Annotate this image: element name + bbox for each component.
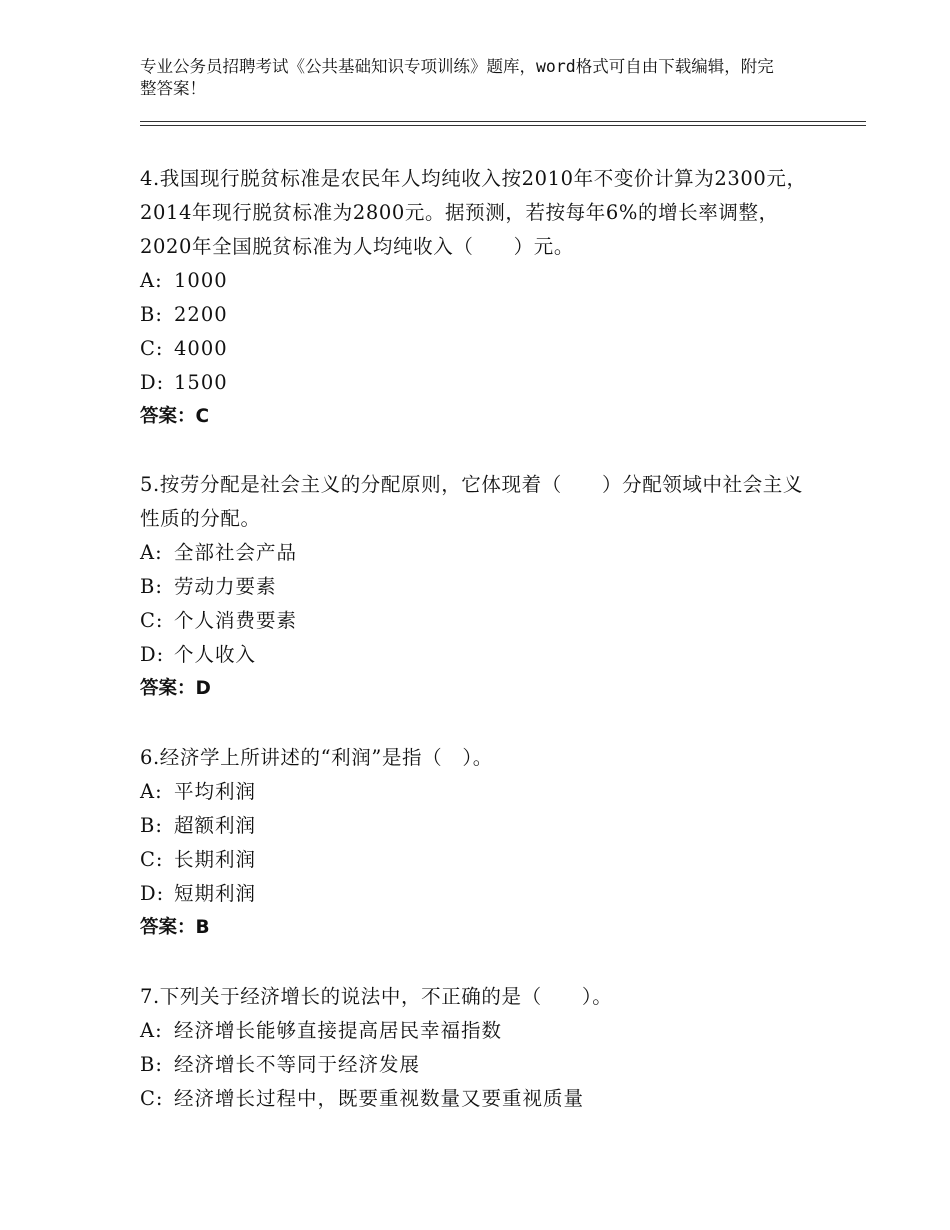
option-a: [140, 775, 820, 809]
question-5: [140, 468, 820, 706]
option-letter: C:: [140, 609, 164, 632]
answer: 答案：B: [140, 917, 210, 938]
option-letter: C:: [140, 337, 164, 360]
header-divider: [140, 121, 866, 126]
option-a: [140, 536, 820, 570]
option-letter: C:: [140, 1087, 164, 1110]
option-text: 平均利润: [174, 780, 257, 803]
option-a: [140, 1014, 820, 1048]
answer: 答案：C: [140, 406, 210, 427]
question-stem: 7.下列关于经济增长的说法中，不正确的是（ ）。: [140, 985, 613, 1008]
question-stem: 5.按劳分配是社会主义的分配原则，它体现着（ ）分配领域中社会主义性质的分配。: [140, 473, 804, 530]
option-text: 个人收入: [174, 643, 257, 666]
option-text: 经济增长能够直接提高居民幸福指数: [174, 1019, 503, 1042]
option-b: [140, 298, 820, 332]
answer: 答案：D: [140, 678, 211, 699]
option-text: 长期利润: [174, 848, 257, 871]
option-d: [140, 877, 820, 911]
option-letter: C:: [140, 848, 164, 871]
question-6: [140, 741, 820, 945]
option-letter: D:: [140, 643, 165, 666]
question-7: [140, 980, 820, 1116]
question-4: [140, 162, 820, 434]
option-b: [140, 809, 820, 843]
option-text: 短期利润: [174, 882, 257, 905]
option-b: [140, 1048, 820, 1082]
option-c: [140, 1082, 820, 1116]
option-c: [140, 843, 820, 877]
option-letter: B:: [140, 575, 163, 598]
option-letter: B:: [140, 814, 163, 837]
option-text: 经济增长不等同于经济发展: [174, 1053, 421, 1076]
option-letter: A:: [140, 1019, 163, 1042]
option-text: 经济增长过程中，既要重视数量又要重视质量: [174, 1087, 585, 1110]
option-text: 个人消费要素: [174, 609, 298, 632]
document-header: 专业公务员招聘考试《公共基础知识专项训练》题库，word格式可自由下载编辑，附完整答案！: [140, 57, 774, 98]
option-b: [140, 570, 820, 604]
option-d: [140, 638, 820, 672]
option-text: 1000: [174, 269, 228, 292]
question-stem: 6.经济学上所讲述的“利润”是指（ ）。: [140, 746, 493, 769]
option-letter: D:: [140, 371, 165, 394]
option-text: 1500: [174, 371, 228, 394]
option-d: [140, 366, 820, 400]
option-text: 2200: [174, 303, 228, 326]
option-letter: D:: [140, 882, 165, 905]
option-text: 超额利润: [174, 814, 257, 837]
option-letter: A:: [140, 269, 163, 292]
option-text: 4000: [174, 337, 228, 360]
option-letter: B:: [140, 303, 163, 326]
option-letter: B:: [140, 1053, 163, 1076]
option-letter: A:: [140, 780, 163, 803]
option-text: 全部社会产品: [174, 541, 298, 564]
option-c: [140, 604, 820, 638]
option-c: [140, 332, 820, 366]
question-stem: 4.我国现行脱贫标准是农民年人均纯收入按2010年不变价计算为2300元，2014年现行脱贫标准为2800元。据预测，若按每年6%的增长率调整，2020年全国脱贫标准为人均纯收入（ ）元。: [140, 167, 807, 258]
option-letter: A:: [140, 541, 163, 564]
option-a: [140, 264, 820, 298]
option-text: 劳动力要素: [174, 575, 277, 598]
